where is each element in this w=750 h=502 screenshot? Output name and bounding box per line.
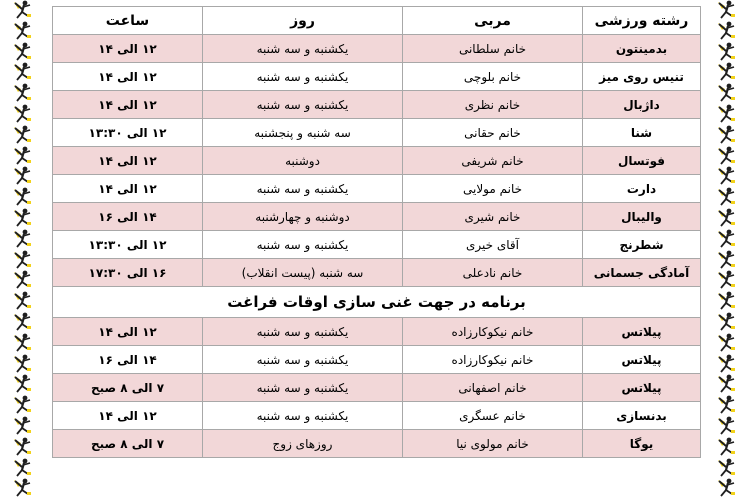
table-row [53,259,701,287]
figure-icon [12,104,34,124]
sport-cell: پیلاتس [583,374,701,402]
table-row [53,231,701,259]
figure-icon [716,458,738,478]
right-decorative-border [712,0,742,500]
day-cell: دوشنبه [203,147,403,175]
table-header-row [53,7,701,35]
figure-icon [716,21,738,41]
figure-icon [12,42,34,62]
figure-icon [12,229,34,249]
table-row [53,430,701,458]
sport-cell: والیبال [583,203,701,231]
time-cell: ۱۴ الی ۱۶ [53,203,203,231]
figure-icon [716,312,738,332]
table-row [53,147,701,175]
time-cell: ۱۲ الی ۱۳:۳۰ [53,231,203,259]
time-cell: ۷ الی ۸ صبح [53,430,203,458]
day-cell: دوشنبه و چهارشنبه [203,203,403,231]
sport-cell: پیلاتس [583,346,701,374]
coach-cell: خانم بلوچی [403,63,583,91]
sport-cell: تنیس روی میز [583,63,701,91]
table-row [53,175,701,203]
figure-icon [716,208,738,228]
header-coach: مربی [403,7,583,35]
figure-icon [716,42,738,62]
sport-cell: پیلاتس [583,318,701,346]
section-title-row [53,287,701,318]
day-cell: یکشنبه و سه شنبه [203,231,403,259]
figure-icon [716,437,738,457]
day-cell: یکشنبه و سه شنبه [203,346,403,374]
coach-cell: خانم شریفی [403,147,583,175]
figure-icon [12,395,34,415]
sport-cell: بدمینتون [583,35,701,63]
day-cell: یکشنبه و سه شنبه [203,91,403,119]
coach-cell: خانم نادعلی [403,259,583,287]
day-cell: روزهای زوج [203,430,403,458]
sport-cell: فوتسال [583,147,701,175]
figure-icon [716,395,738,415]
table-row [53,91,701,119]
header-day: روز [203,7,403,35]
day-cell: یکشنبه و سه شنبه [203,374,403,402]
figure-icon [12,250,34,270]
figure-icon [12,354,34,374]
table-row [53,346,701,374]
table-row [53,119,701,147]
coach-cell: خانم نظری [403,91,583,119]
figure-icon [716,166,738,186]
figure-icon [12,146,34,166]
coach-cell: خانم شیری [403,203,583,231]
sport-cell: بدنسازی [583,402,701,430]
sport-cell: یوگا [583,430,701,458]
figure-icon [12,374,34,394]
sport-cell: آمادگی جسمانی [583,259,701,287]
time-cell: ۷ الی ۸ صبح [53,374,203,402]
day-cell: یکشنبه و سه شنبه [203,35,403,63]
table-row [53,35,701,63]
time-cell: ۱۲ الی ۱۴ [53,318,203,346]
figure-icon [12,478,34,498]
figure-icon [12,458,34,478]
figure-icon [12,312,34,332]
time-cell: ۱۲ الی ۱۳:۳۰ [53,119,203,147]
coach-cell: خانم مولوی نیا [403,430,583,458]
table-row [53,203,701,231]
figure-icon [12,166,34,186]
figure-icon [716,104,738,124]
time-cell: ۱۲ الی ۱۴ [53,35,203,63]
time-cell: ۱۴ الی ۱۶ [53,346,203,374]
figure-icon [716,125,738,145]
section-title: برنامه در جهت غنی سازی اوقات فراغت [53,287,701,318]
day-cell: یکشنبه و سه شنبه [203,175,403,203]
figure-icon [716,62,738,82]
figure-icon [12,333,34,353]
table-row [53,318,701,346]
figure-icon [716,291,738,311]
time-cell: ۱۶ الی ۱۷:۳۰ [53,259,203,287]
day-cell: یکشنبه و سه شنبه [203,402,403,430]
figure-icon [716,478,738,498]
header-time: ساعت [53,7,203,35]
figure-icon [12,62,34,82]
figure-icon [716,354,738,374]
coach-cell: خانم سلطانی [403,35,583,63]
day-cell: سه شنبه و پنجشنبه [203,119,403,147]
table-row [53,63,701,91]
table-row [53,402,701,430]
sport-cell: شطرنج [583,231,701,259]
figure-icon [12,208,34,228]
figure-icon [716,187,738,207]
sport-cell: داژبال [583,91,701,119]
figure-icon [716,229,738,249]
sports-schedule-table [52,6,701,458]
coach-cell: خانم نیکوکارزاده [403,346,583,374]
figure-icon [12,21,34,41]
table-row [53,374,701,402]
sport-cell: شنا [583,119,701,147]
figure-icon [716,416,738,436]
day-cell: یکشنبه و سه شنبه [203,63,403,91]
time-cell: ۱۲ الی ۱۴ [53,402,203,430]
figure-icon [716,146,738,166]
coach-cell: خانم عسگری [403,402,583,430]
figure-icon [716,333,738,353]
header-sport: رشته ورزشی [583,7,701,35]
figure-icon [12,270,34,290]
day-cell: یکشنبه و سه شنبه [203,318,403,346]
coach-cell: خانم حقانی [403,119,583,147]
coach-cell: آقای خیری [403,231,583,259]
figure-icon [716,270,738,290]
coach-cell: خانم نیکوکارزاده [403,318,583,346]
figure-icon [12,437,34,457]
day-cell: سه شنبه (پیست انقلاب) [203,259,403,287]
figure-icon [12,83,34,103]
time-cell: ۱۲ الی ۱۴ [53,63,203,91]
figure-icon [12,416,34,436]
time-cell: ۱۲ الی ۱۴ [53,91,203,119]
left-decorative-border [8,0,38,500]
time-cell: ۱۲ الی ۱۴ [53,175,203,203]
figure-icon [12,291,34,311]
coach-cell: خانم اصفهانی [403,374,583,402]
figure-icon [12,187,34,207]
figure-icon [12,125,34,145]
figure-icon [716,0,738,20]
figure-icon [12,0,34,20]
coach-cell: خانم مولایی [403,175,583,203]
time-cell: ۱۲ الی ۱۴ [53,147,203,175]
figure-icon [716,250,738,270]
sport-cell: دارت [583,175,701,203]
figure-icon [716,374,738,394]
figure-icon [716,83,738,103]
